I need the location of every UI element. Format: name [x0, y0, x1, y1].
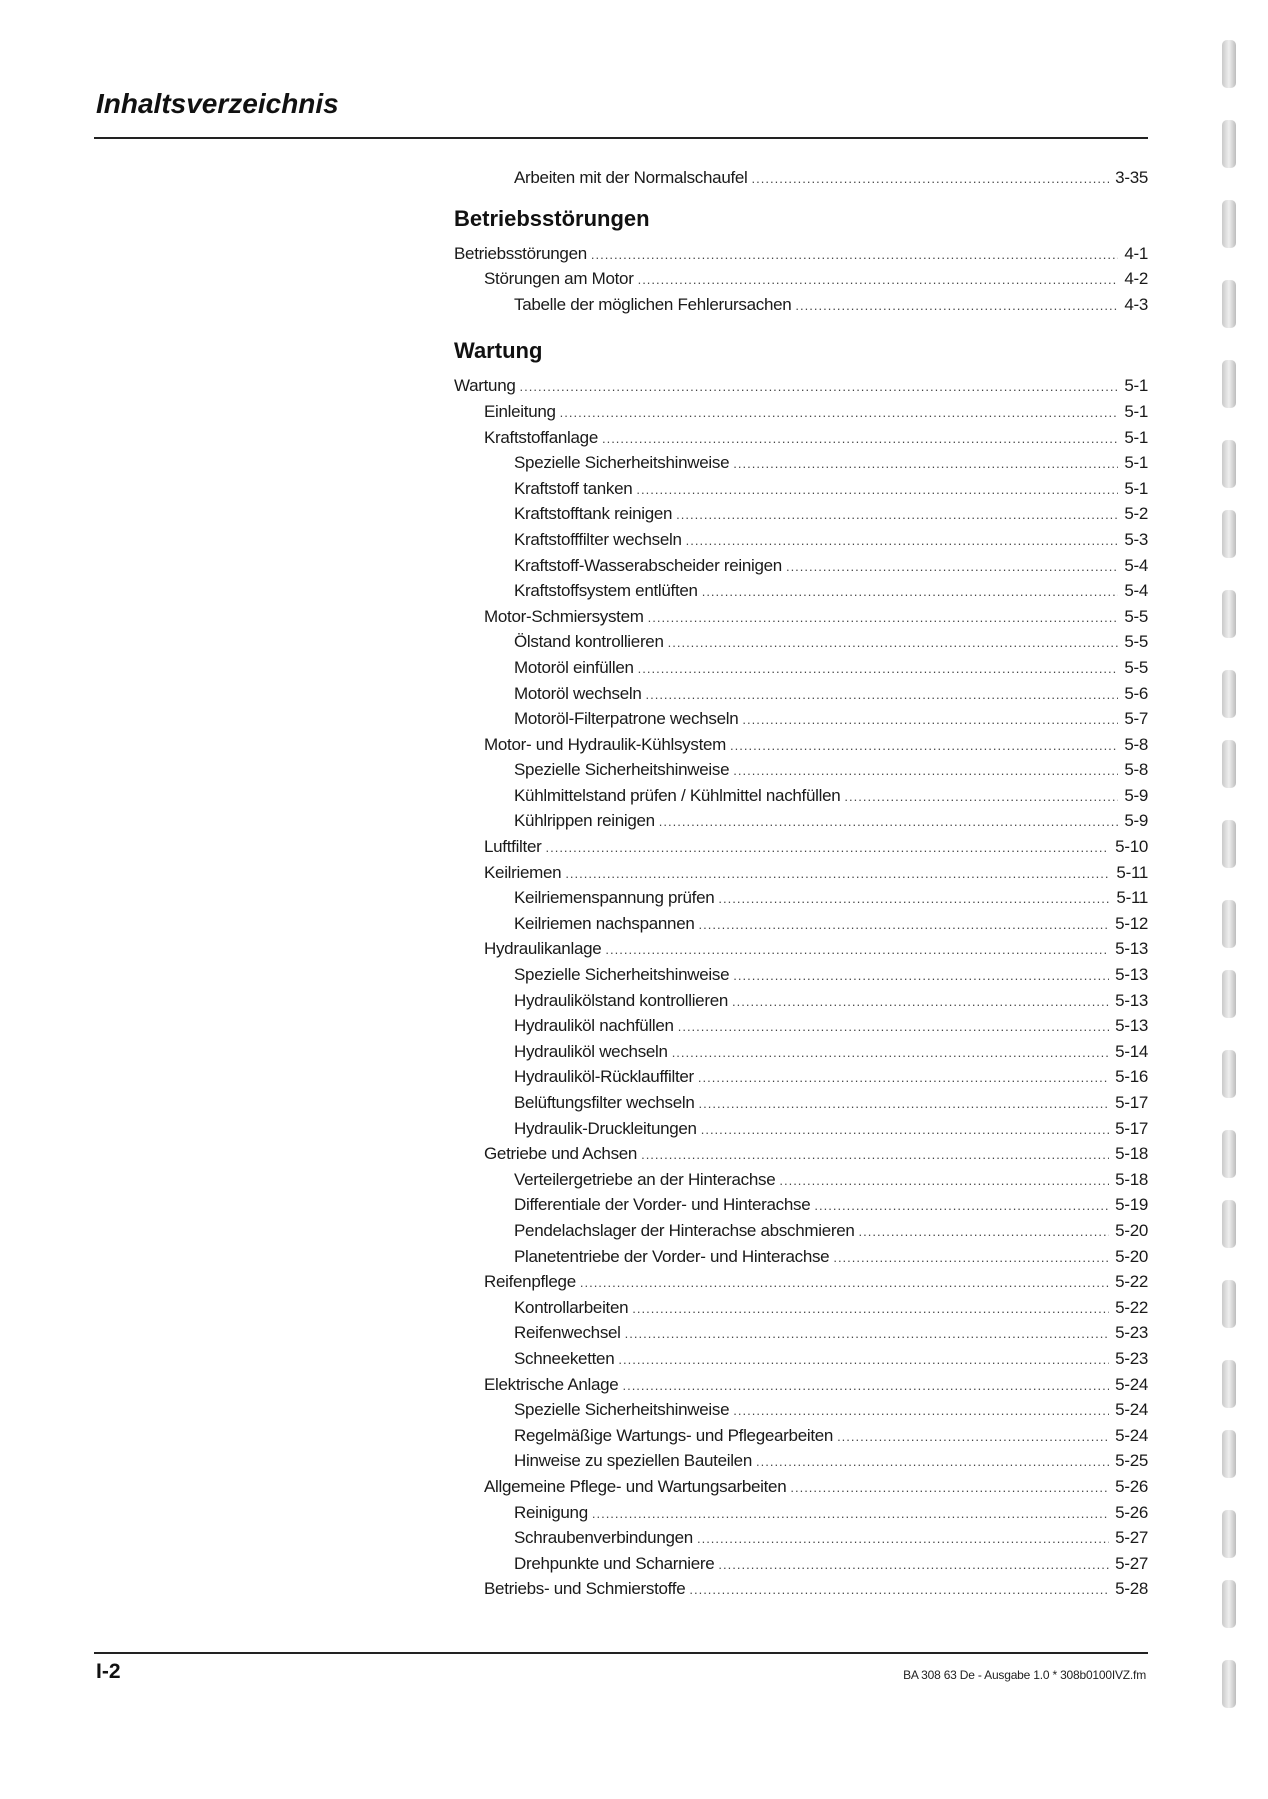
toc-entry-page: 5-18 — [1115, 1169, 1148, 1189]
section-entries-betriebsstoerungen — [454, 241, 1148, 318]
binder-tabs — [1222, 40, 1242, 1740]
toc-entry-page: 5-24 — [1115, 1425, 1148, 1445]
toc-leader-dots — [625, 1321, 1110, 1347]
toc-entry-page: 5-14 — [1115, 1041, 1148, 1061]
toc-entry-page: 5-1 — [1124, 478, 1148, 498]
toc-leader-dots — [545, 835, 1109, 861]
toc-entry-page: 4-1 — [1124, 243, 1148, 263]
toc-entry-page: 5-1 — [1124, 427, 1148, 447]
toc-entry-text: Reifenwechsel — [514, 1323, 621, 1343]
toc-entry[interactable] — [454, 578, 1148, 604]
toc-entry-text: Betriebsstörungen — [454, 243, 587, 263]
toc-entry-text: Elektrische Anlage — [484, 1374, 619, 1394]
toc-entry-text: Luftfilter — [484, 837, 542, 857]
toc-entry[interactable] — [454, 808, 1148, 834]
toc-entry-text: Spezielle Sicherheitshinweise — [514, 1400, 730, 1420]
toc-entry-page: 5-5 — [1124, 657, 1148, 677]
toc-leader-dots — [718, 1552, 1109, 1578]
toc-entry-text: Motoröl einfüllen — [514, 657, 634, 677]
binder-tab — [1222, 740, 1236, 788]
toc-leader-dots — [645, 682, 1118, 708]
toc-entry-page: 5-13 — [1115, 990, 1148, 1010]
toc-entry-text: Regelmäßige Wartungs- und Pflegearbeiten — [514, 1425, 834, 1445]
toc-entry[interactable] — [454, 1090, 1148, 1116]
toc-entry-page: 5-11 — [1116, 862, 1148, 882]
toc-entry[interactable] — [454, 527, 1148, 553]
toc-entry-text: Belüftungsfilter wechseln — [514, 1093, 695, 1112]
toc-entry-text: Kraftstoff-Wasserabscheider reinigen — [514, 555, 782, 575]
toc-entry-page: 5-3 — [1124, 529, 1148, 549]
toc-entry-page: 5-6 — [1124, 683, 1148, 703]
toc-leader-dots — [814, 1193, 1109, 1219]
toc-leader-dots — [859, 1219, 1110, 1245]
toc-leader-dots — [565, 861, 1110, 887]
binder-tab — [1222, 670, 1236, 718]
toc-leader-dots — [837, 1424, 1109, 1450]
toc-entry-page: 5-26 — [1115, 1476, 1148, 1496]
footer-divider — [94, 1652, 1148, 1654]
binder-tab — [1222, 970, 1236, 1018]
toc-entry-page: 4-2 — [1124, 269, 1148, 289]
binder-tab — [1222, 120, 1236, 168]
toc-entry-page: 3-35 — [1115, 168, 1148, 187]
toc-entry-page: 5-23 — [1115, 1323, 1148, 1343]
toc-leader-dots — [733, 758, 1118, 784]
toc-leader-dots — [790, 1475, 1109, 1501]
toc-leader-dots — [668, 630, 1119, 656]
binder-tab — [1222, 1280, 1236, 1328]
toc-entry-text: Einleitung — [484, 401, 556, 421]
toc-entry-page: 5-10 — [1115, 837, 1148, 857]
toc-entry-page: 5-5 — [1124, 606, 1148, 626]
toc-entry-text: Getriebe und Achsen — [484, 1144, 638, 1164]
toc-entry-text: Wartung — [454, 376, 516, 396]
toc-entry[interactable] — [454, 266, 1148, 292]
toc-entry[interactable] — [454, 1244, 1148, 1270]
toc-entry-text: Hydraulikanlage — [484, 939, 602, 959]
toc-entry[interactable] — [454, 1576, 1148, 1602]
toc-leader-dots — [638, 267, 1119, 293]
toc-entry[interactable] — [454, 936, 1148, 962]
toc-entry-text: Kraftstofftank reinigen — [514, 504, 673, 524]
toc-entry-page: 5-22 — [1115, 1297, 1148, 1317]
toc-entry[interactable] — [454, 1474, 1148, 1500]
toc-leader-dots — [580, 1270, 1109, 1296]
toc-entry-text: Schraubenverbindungen — [514, 1528, 693, 1548]
toc-entry[interactable] — [454, 1141, 1148, 1167]
toc-entry[interactable] — [454, 1192, 1148, 1218]
toc-entry[interactable] — [454, 783, 1148, 809]
toc-entry-page: 5-24 — [1115, 1374, 1148, 1394]
toc-entry-text: Arbeiten mit der Normalschaufel — [514, 168, 748, 187]
section-entries-wartung — [454, 373, 1148, 1602]
toc-entry-text: Spezielle Sicherheitshinweise — [514, 453, 730, 473]
toc-leader-dots — [756, 1449, 1109, 1475]
toc-entry-text: Kühlrippen reinigen — [514, 811, 655, 831]
toc-entry[interactable] — [454, 834, 1148, 860]
toc-entry[interactable] — [454, 1346, 1148, 1372]
toc-leader-dots — [718, 886, 1110, 912]
toc-entry[interactable] — [454, 604, 1148, 630]
toc-leader-dots — [733, 451, 1118, 477]
toc-entry-text: Kraftstoffanlage — [484, 427, 598, 447]
toc-entry-text: Hydrauliköl-Rücklauffilter — [514, 1067, 694, 1087]
toc-entry-text: Tabelle der möglichen Fehlerursachen — [514, 294, 792, 314]
toc-entry[interactable] — [454, 1320, 1148, 1346]
toc-entry-page: 5-17 — [1115, 1093, 1148, 1112]
toc-leader-dots — [659, 809, 1119, 835]
toc-leader-dots — [786, 554, 1118, 580]
toc-entry-page: 5-9 — [1124, 785, 1148, 805]
toc-entry-text: Drehpunkte und Scharniere — [514, 1553, 715, 1573]
toc-entry-text: Hydraulik-Druckleitungen — [514, 1118, 697, 1138]
toc-entry-page: 5-22 — [1115, 1272, 1148, 1292]
toc-entry[interactable] — [454, 1448, 1148, 1474]
toc-entry-page: 5-5 — [1124, 632, 1148, 652]
binder-tab — [1222, 900, 1236, 948]
toc-leader-dots — [732, 989, 1109, 1015]
toc-leader-dots — [591, 242, 1118, 268]
toc-leader-dots — [752, 166, 1110, 192]
toc-entry-page: 5-20 — [1115, 1246, 1148, 1266]
binder-tab — [1222, 1510, 1236, 1558]
toc-entry-page: 5-25 — [1115, 1451, 1148, 1471]
toc-entry-page: 5-8 — [1124, 734, 1148, 754]
toc-entry-page: 5-1 — [1124, 376, 1148, 396]
toc-leader-dots — [672, 1040, 1109, 1066]
toc-leader-dots — [699, 1091, 1110, 1117]
toc-entry-text: Spezielle Sicherheitshinweise — [514, 760, 730, 780]
toc-entry[interactable] — [454, 1295, 1148, 1321]
toc-entry-page: 5-27 — [1115, 1553, 1148, 1573]
toc-entry[interactable] — [454, 553, 1148, 579]
toc-entry-page: 5-27 — [1115, 1528, 1148, 1548]
binder-tab — [1222, 200, 1236, 248]
section-heading-wartung: Wartung — [454, 338, 543, 364]
toc-entry-page: 5-19 — [1115, 1195, 1148, 1215]
toc-entry-text: Hydrauliköl wechseln — [514, 1041, 668, 1061]
binder-tab — [1222, 1580, 1236, 1628]
toc-entry-page: 5-16 — [1115, 1067, 1148, 1087]
toc-leader-dots — [697, 1526, 1109, 1552]
toc-leader-dots — [844, 784, 1118, 810]
toc-leader-dots — [636, 477, 1118, 503]
toc-entry[interactable] — [454, 732, 1148, 758]
toc-leader-dots — [833, 1245, 1109, 1271]
toc-entry[interactable] — [454, 1525, 1148, 1551]
toc-entry-page: 5-26 — [1115, 1502, 1148, 1522]
toc-leader-dots — [699, 912, 1110, 938]
toc-leader-dots — [698, 1065, 1109, 1091]
toc-entry[interactable] — [454, 1167, 1148, 1193]
toc-entry-page: 5-7 — [1124, 709, 1148, 729]
toc-leader-dots — [638, 656, 1119, 682]
toc-entry-text: Motoröl wechseln — [514, 683, 642, 703]
toc-entry-text: Kontrollarbeiten — [514, 1297, 629, 1317]
binder-tab — [1222, 40, 1236, 88]
toc-entry-page: 5-17 — [1115, 1118, 1148, 1138]
toc-entry-text: Planetentriebe der Vorder- und Hinterachse — [514, 1246, 830, 1266]
toc-entry-lead[interactable] — [454, 165, 1148, 191]
toc-entry-text: Kraftstoff tanken — [514, 478, 633, 498]
toc-entry[interactable] — [454, 399, 1148, 425]
toc-entry-page: 5-13 — [1115, 965, 1148, 985]
toc-entry[interactable] — [454, 292, 1148, 318]
toc-entry-text: Motor- und Hydraulik-Kühlsystem — [484, 734, 727, 754]
toc-entry-page: 5-28 — [1115, 1579, 1148, 1599]
binder-tab — [1222, 1130, 1236, 1178]
toc-entry-text: Keilriemenspannung prüfen — [514, 888, 715, 908]
toc-entry-page: 5-13 — [1115, 1016, 1148, 1036]
toc-entry-text: Betriebs- und Schmierstoffe — [484, 1579, 686, 1599]
header-divider — [94, 137, 1148, 139]
toc-entry-page: 5-4 — [1124, 555, 1148, 575]
toc-entry-text: Kraftstofffilter wechseln — [514, 529, 682, 549]
toc-leader-dots — [795, 293, 1118, 319]
toc-leader-dots — [779, 1168, 1109, 1194]
toc-entry[interactable] — [454, 1064, 1148, 1090]
toc-entry-page: 5-2 — [1124, 504, 1148, 524]
binder-tab — [1222, 1200, 1236, 1248]
toc-entry[interactable] — [454, 425, 1148, 451]
toc-leader-dots — [605, 937, 1109, 963]
toc-entry-text: Störungen am Motor — [484, 269, 634, 289]
binder-tab — [1222, 360, 1236, 408]
toc-leader-dots — [733, 1398, 1109, 1424]
toc-entry-text: Reinigung — [514, 1502, 588, 1522]
toc-entry[interactable] — [454, 1423, 1148, 1449]
toc-entry-page: 5-4 — [1124, 581, 1148, 601]
toc-entry[interactable] — [454, 501, 1148, 527]
toc-entry[interactable] — [454, 1500, 1148, 1526]
toc-entry[interactable] — [454, 706, 1148, 732]
toc-entry-page: 5-12 — [1115, 913, 1148, 933]
toc-leader-dots — [592, 1501, 1109, 1527]
toc-entry[interactable] — [454, 1397, 1148, 1423]
toc-leader-dots — [520, 374, 1119, 400]
toc-entry[interactable] — [454, 1013, 1148, 1039]
toc-entry[interactable] — [454, 757, 1148, 783]
binder-tab — [1222, 510, 1236, 558]
toc-entry-text: Allgemeine Pflege- und Wartungsarbeiten — [484, 1476, 787, 1496]
toc-leader-dots — [622, 1373, 1109, 1399]
section-heading-betriebsstoerungen: Betriebsstörungen — [454, 205, 650, 231]
toc-entry[interactable] — [454, 911, 1148, 937]
binder-tab — [1222, 820, 1236, 868]
toc-entry-page: 5-8 — [1124, 760, 1148, 780]
toc-leader-dots — [702, 579, 1119, 605]
toc-entry[interactable] — [454, 1218, 1148, 1244]
page-title: Inhaltsverzeichnis — [96, 88, 339, 119]
toc-entry-page: 5-9 — [1124, 811, 1148, 831]
toc-entry[interactable] — [454, 860, 1148, 886]
toc-entry-page: 5-20 — [1115, 1220, 1148, 1240]
binder-tab — [1222, 1050, 1236, 1098]
binder-tab — [1222, 280, 1236, 328]
toc-leader-dots — [618, 1347, 1109, 1373]
toc-entry[interactable] — [454, 1551, 1148, 1577]
toc-entry-page: 5-11 — [1116, 888, 1148, 908]
binder-tab — [1222, 440, 1236, 488]
toc-entry[interactable] — [454, 885, 1148, 911]
toc-leader-dots — [676, 502, 1118, 528]
toc-entry-text: Ölstand kontrollieren — [514, 632, 664, 652]
toc-entry[interactable] — [454, 476, 1148, 502]
toc-entry[interactable] — [454, 241, 1148, 267]
toc-entry[interactable] — [454, 629, 1148, 655]
toc-entry-text: Differentiale der Vorder- und Hinterachse — [514, 1195, 811, 1215]
toc-leader-dots — [641, 1142, 1109, 1168]
toc-entry-text: Spezielle Sicherheitshinweise — [514, 965, 730, 985]
toc-leader-dots — [602, 426, 1118, 452]
toc-entry[interactable] — [454, 1372, 1148, 1398]
toc-leader-dots — [733, 963, 1109, 989]
binder-tab — [1222, 1660, 1236, 1708]
toc-entry[interactable] — [454, 1039, 1148, 1065]
toc-entry[interactable] — [454, 1116, 1148, 1142]
toc-entry-text: Keilriemen — [484, 862, 562, 882]
toc-leader-dots — [742, 707, 1118, 733]
toc-leader-dots — [701, 1117, 1109, 1143]
toc-entry[interactable] — [454, 681, 1148, 707]
toc-entry-text: Hydrauliköl nachfüllen — [514, 1016, 674, 1036]
toc-entry-page: 5-18 — [1115, 1144, 1148, 1164]
binder-tab — [1222, 1430, 1236, 1478]
toc-leader-dots — [686, 528, 1119, 554]
toc-entry-text: Hydraulikölstand kontrollieren — [514, 990, 729, 1010]
toc-entry-page: 5-23 — [1115, 1348, 1148, 1368]
toc-entry-text: Kühlmittelstand prüfen / Kühlmittel nachfüllen — [514, 785, 841, 805]
toc-entry-text: Pendelachslager der Hinterachse abschmieren — [514, 1220, 855, 1240]
binder-tab — [1222, 1360, 1236, 1408]
toc-leader-dots — [689, 1577, 1109, 1603]
toc-entry-text: Motor-Schmiersystem — [484, 606, 644, 626]
table-of-contents — [454, 165, 1148, 1602]
toc-leader-dots — [632, 1296, 1109, 1322]
toc-entry[interactable] — [454, 1269, 1148, 1295]
toc-entry-text: Kraftstoffsystem entlüften — [514, 581, 698, 601]
toc-entry-page: 5-24 — [1115, 1400, 1148, 1420]
toc-entry[interactable] — [454, 962, 1148, 988]
document-reference: BA 308 63 De - Ausgabe 1.0 * 308b0100IVZ.fm — [903, 1668, 1146, 1682]
toc-entry-page: 4-3 — [1124, 294, 1148, 314]
toc-entry[interactable] — [454, 450, 1148, 476]
toc-entry[interactable] — [454, 373, 1148, 399]
toc-entry-text: Hinweise zu speziellen Bauteilen — [514, 1451, 752, 1471]
toc-entry-text: Verteilergetriebe an der Hinterachse — [514, 1169, 776, 1189]
toc-entry-text: Reifenpflege — [484, 1272, 576, 1292]
toc-leader-dots — [648, 605, 1119, 631]
toc-entry-text: Motoröl-Filterpatrone wechseln — [514, 709, 739, 729]
binder-tab — [1222, 590, 1236, 638]
toc-entry-page: 5-1 — [1124, 401, 1148, 421]
toc-entry-page: 5-1 — [1124, 453, 1148, 473]
toc-entry[interactable] — [454, 988, 1148, 1014]
toc-entry-page: 5-13 — [1115, 939, 1148, 959]
toc-leader-dots — [560, 400, 1119, 426]
toc-entry-text: Schneeketten — [514, 1348, 615, 1368]
toc-leader-dots — [730, 733, 1118, 759]
page-number: I-2 — [96, 1660, 121, 1683]
toc-leader-dots — [678, 1014, 1109, 1040]
toc-entry-text: Keilriemen nachspannen — [514, 913, 695, 933]
toc-entry[interactable] — [454, 655, 1148, 681]
